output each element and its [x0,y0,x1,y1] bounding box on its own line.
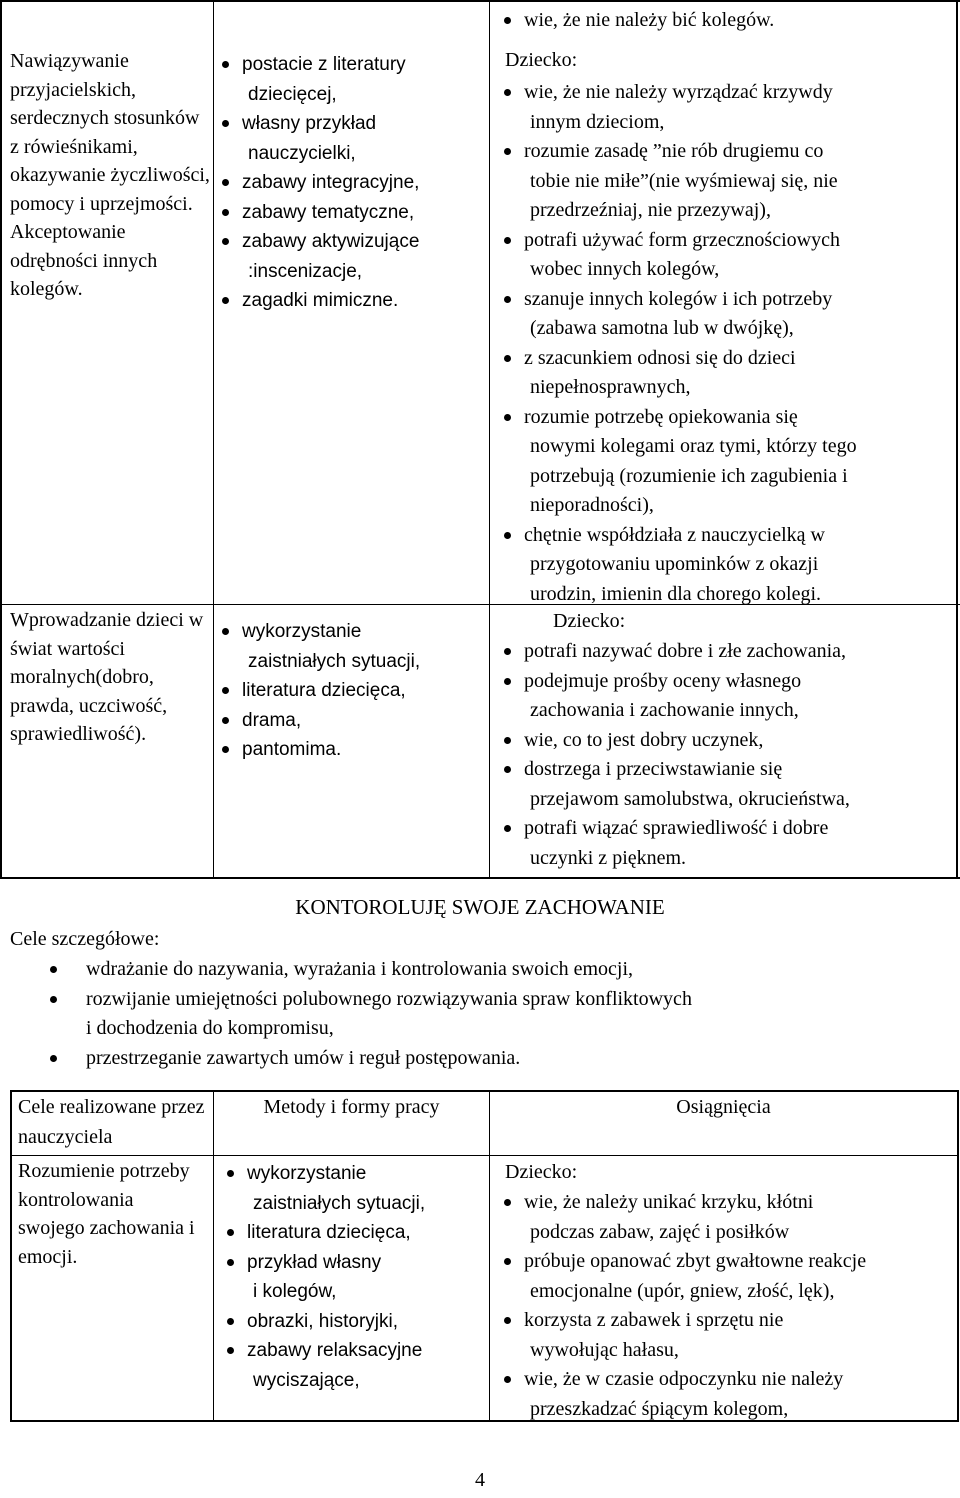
child-label: Dziecko: [505,1161,578,1183]
table1-row1-achievements [502,78,954,609]
achievement-item: wie, że należy unikać krzyku, kłótni podczas zabaw, zajęć i posiłków [502,1188,956,1247]
achievement-item: dostrzega i przeciwstawianie się przejawom samolubstwa, okrucieństwa, [502,755,954,814]
achievement-item: wie, że nie należy bić kolegów. [502,6,954,36]
header-goals: Cele realizowane przez nauczyciela [18,1096,205,1148]
table2-divider-col1 [213,1090,214,1422]
detailed-goals-list [46,955,946,1073]
method-item: zabawy integracyjne, [220,168,486,198]
achievement-item: potrafi wiązać sprawiedliwość i dobre uczynki z pięknem. [502,814,954,873]
table1-border-bottom [0,877,960,879]
achievement-item: próbuje opanować zbyt gwałtowne reakcje emocjonalne (upór, gniew, złość, lęk), [502,1247,956,1306]
method-item: zabawy relaksacyjne wyciszające, [225,1336,487,1395]
achievement-item: szanuje innych kolegów i ich potrzeby (zabawa samotna lub w dwójkę), [502,285,954,344]
table1-row1-goal: Nawiązywanie przyjacielskich, serdecznych stosunków z rówieśnikami, okazywanie życzliwości, pomocy i uprzejmości. Akceptowanie odrębności innych kolegów. [10,50,210,300]
method-item: zabawy aktywizujące :inscenizacje, [220,227,486,286]
table2-row1-methods [225,1159,487,1395]
table1-row2-goal: Wprowadzanie dzieci w świat wartości moralnych(dobro, prawda, uczciwość, sprawiedliwość). [10,609,204,745]
achievement-item: potrafi używać form grzecznościowych wobec innych kolegów, [502,226,954,285]
table2-divider-col2 [489,1090,490,1422]
method-item: postacie z literatury dziecięcej, [220,50,486,109]
table1-row2-achievements [502,637,954,873]
achievement-item: wie, że nie należy wyrządzać krzywdy innym dzieciom, [502,78,954,137]
method-item: drama, [220,706,486,736]
child-label: Dziecko: [553,610,626,632]
child-label: Dziecko: [505,49,578,71]
table1-row2-methods [220,617,486,765]
method-item: literatura dziecięca, [225,1218,487,1248]
method-item: zabawy tematyczne, [220,198,486,228]
method-item: obrazki, historyjki, [225,1307,487,1337]
table1-border-left [0,0,2,879]
table2-row1-achievements [502,1188,956,1424]
table1-row1-methods [220,50,486,316]
table2-row1-goal: Rozumienie potrzeby kontrolowania swojego zachowania i emocji. [18,1160,195,1268]
method-item: wykorzystanie zaistniałych sytuacji, [225,1159,487,1218]
method-item: zagadki mimiczne. [220,286,486,316]
achievement-item: z szacunkiem odnosi się do dzieci niepełnosprawnych, [502,344,954,403]
achievement-item: potrafi nazywać dobre i złe zachowania, [502,637,954,667]
table2-border-right [957,1090,959,1422]
goal-item: rozwijanie umiejętności polubownego rozwiązywania spraw konfliktowych i dochodzenia do kompromisu, [46,985,946,1044]
table1-divider-col2 [489,0,490,879]
achievement-item: podejmuje prośby oceny własnego zachowania i zachowanie innych, [502,667,954,726]
table1-border-top [0,0,960,2]
method-item: literatura dziecięca, [220,676,486,706]
method-item: własny przykład nauczycielki, [220,109,486,168]
page-number: 4 [475,1469,485,1491]
method-item: przykład własny i kolegów, [225,1248,487,1307]
table1-border-right [956,0,958,879]
achievement-item: rozumie zasadę ”nie rób drugiemu co tobie nie miłe”(nie wyśmiewaj się, nie przedrzeźniaj, nie przezywaj), [502,137,954,226]
goals-label: Cele szczegółowe: [10,928,160,950]
header-achievements: Osiągnięcia [676,1096,771,1118]
table1-divider-col1 [213,0,214,879]
achievement-item: chętnie współdziała z nauczycielką w przygotowaniu upominków z okazji urodzin, imienin dla chorego kolegi. [502,521,954,610]
table1-row1-top-item [502,6,954,36]
goal-item: wdrażanie do nazywania, wyrażania i kontrolowania swoich emocji, [46,955,946,985]
table2-border-left [10,1090,12,1422]
achievement-item: wie, co to jest dobry uczynek, [502,726,954,756]
achievement-item: wie, że w czasie odpoczynku nie należy przeszkadzać śpiącym kolegom, [502,1365,956,1424]
achievement-item: rozumie potrzebę opiekowania się nowymi kolegami oraz tymi, którzy tego potrzebują (rozumienie ich zagubienia i nieporadności), [502,403,954,521]
section-title: KONTOROLUJĘ SWOJE ZACHOWANIE [295,895,665,919]
table2-border-top [10,1090,959,1092]
achievement-item: korzysta z zabawek i sprzętu nie wywołując hałasu, [502,1306,956,1365]
method-item: wykorzystanie zaistniałych sytuacji, [220,617,486,676]
goal-item: przestrzeganie zawartych umów i reguł postępowania. [46,1044,946,1074]
method-item: pantomima. [220,735,486,765]
table2-header-divider [10,1155,959,1156]
header-methods: Metody i formy pracy [263,1096,440,1118]
